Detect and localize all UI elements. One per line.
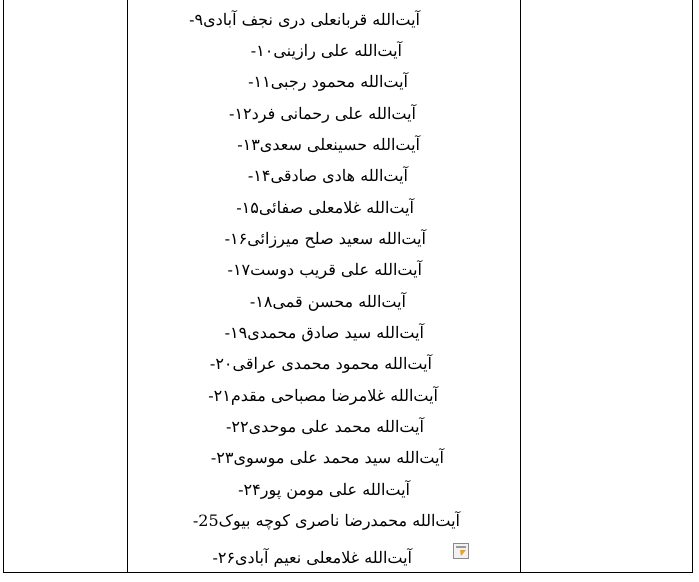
list-item [240,288,406,316]
list-item-name: آیت‌الله قربانعلی دری نجف آبادی [203,10,420,29]
list-item-name: آیت‌الله غلامعلی صفائی [258,198,414,217]
list-item [201,444,444,472]
list-item-name: آیت‌الله محسن قمی [272,292,406,311]
list-item [198,382,438,410]
list-item-number: 25- [192,511,219,530]
list-item [215,319,424,347]
list-item-name: آیت‌الله غلامعلی نعیم آبادی [235,548,412,567]
list-item-number: ۱۸- [249,292,273,311]
list-item-number: ۲۳- [210,448,234,467]
list-item-number: ۲۰- [209,354,233,373]
paste-options-icon[interactable] [453,543,469,559]
list-item-name: آیت‌الله علی رازینی [273,41,402,60]
list-item-name: آیت‌الله علی مومن پور [260,480,410,499]
list-item [185,6,420,34]
list-item [219,100,416,128]
list-item [238,162,408,190]
list-item-name: آیت‌الله محمود محمدی عراقی [232,354,432,373]
list-item [200,350,432,378]
list-item [183,507,460,535]
list-item-name: آیت‌الله محمد علی موحدی [248,417,424,436]
list-item-number: ۱۹- [224,323,248,342]
list-item-number: ۲۱- [208,386,231,405]
list-item [216,413,424,441]
list-item-number: ۲۲- [225,417,249,436]
list-item [218,256,422,284]
table-column-divider-right [520,0,521,573]
list-item-name: آیت‌الله محمود رجبی [270,72,408,91]
list-item-number: ۱۵- [236,198,259,217]
list-item [241,37,402,65]
list-item [238,68,408,96]
list-item-name: آیت‌الله سعید صلح میرزائی [247,229,426,248]
list-item-number: ۲۴- [238,480,261,499]
list-item-name: آیت‌الله سید محمد علی موسوی [233,448,444,467]
list-item-name: آیت‌الله سید صادق محمدی [247,323,424,342]
list-item-number: ۱۰- [250,41,274,60]
list-item-number: ۱۷- [227,260,251,279]
list-item-number: ۲۶- [212,548,236,567]
list-item-number: ۱۲- [229,104,252,123]
list-item-name: آیت‌الله غلامرضا مصباحی مقدم [230,386,438,405]
list-item-name: آیت‌الله محمدرضا ناصری کوچه بیوک [218,511,460,530]
list-item-number: ۱۴- [247,166,271,185]
list-item-number: ۹- [189,10,204,29]
list-item [215,225,426,253]
list-item-number: ۱۱- [248,72,271,91]
list-item [226,194,414,222]
list-item-name: آیت‌الله علی رحمانی فرد [251,104,416,123]
list-item-number: ۱۶- [224,229,248,248]
list-item-name: آیت‌الله حسینعلی سعدی [259,135,420,154]
list-item-name: آیت‌الله هادی صادقی [270,166,408,185]
list-item [228,476,410,504]
list-item-name: آیت‌الله علی قریب دوست [250,260,422,279]
list-item [202,544,412,572]
table-column-divider-left [127,0,128,573]
list-item-number: ۱۳- [237,135,260,154]
list-item [227,131,420,159]
